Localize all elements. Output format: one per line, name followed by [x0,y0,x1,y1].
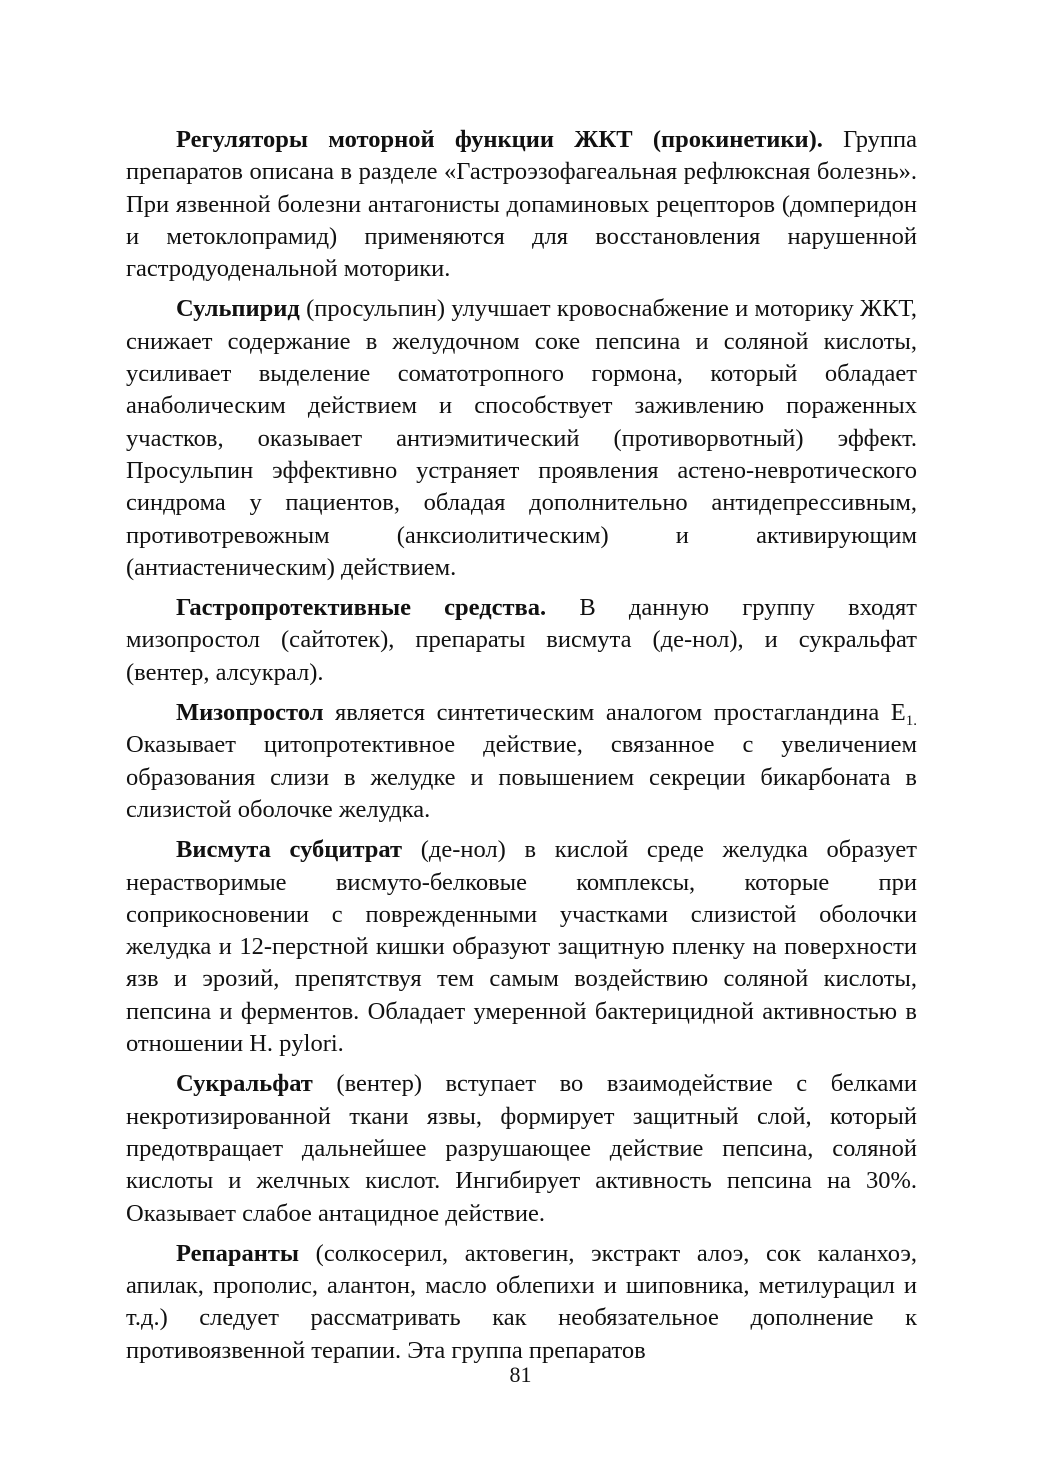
paragraph-text: Группа препаратов описана в разделе «Гастроэзофагеальная рефлюксная болезнь». При язвенной болезни антагонисты допаминовых рецепторов (домперидон и метоклопрамид) применяются для восстановления нарушенной гастродуоденальной моторики. [126,126,917,283]
term-prokinetics: Регуляторы моторной функции ЖКТ (прокинетики). [176,126,823,153]
paragraph-misoprostol [126,697,917,826]
paragraph-text: В данную группу входят мизопростол (сайтотек), препараты висмута (де-нол), и сукральфат (вентер, алсукрал). [126,594,917,686]
paragraph-bismuth [126,834,917,1060]
paragraph-text: (солкосерил, актовегин, экстракт алоэ, сок каланхоэ, апилак, прополис, алантон, масло облепихи и шиповника, метилурацил и т.д.) следует рассматривать как необязательное дополнение к противоязвенной терапии. Эта группа препаратов [126,1239,917,1364]
term-bismuth: Висмута субцитрат [176,836,403,864]
paragraph-prokinetics [126,124,917,285]
paragraph-gastroprotective [126,592,917,689]
term-sulpiride: Сульпирид [176,295,300,323]
paragraph-sulpiride [126,293,917,584]
paragraph-text: Оказывает цитопротективное действие, связанное с увеличением образования слизи в желудке и повышением секреции бикарбоната в слизистой оболочке желудка. [126,731,917,823]
paragraph-text: (просульпин) улучшает кровоснабжение и моторику ЖКТ, снижает содержание в желудочном соке пепсина и соляной кислоты, усиливает выделение соматотропного гормона, который обладает анаболическим действием и способствует заживлению пораженных участков, оказывает антиэмитический (противорвотный) эффект. Просульпин эффективно устраняет проявления астено-невротического синдрома у пациентов, обладая дополнительно антидепрессивным, противотревожным (анксиолитическим) и активирующим (антиастеническим) действием. [126,295,917,581]
paragraph-text: (вентер) вступает во взаимодействие с белками некротизированной ткани язвы, формирует защитный слой, который предотвращает дальнейшее разрушающее действие пепсина, соляной кислоты и желчных кислот. Ингибирует активность пепсина на 30%. Оказывает слабое антацидное действие. [126,1070,917,1227]
term-sucralfate: Сукральфат [176,1070,313,1098]
term-reparants: Репаранты [176,1239,300,1267]
paragraph-sucralfate [126,1068,917,1229]
body-text [126,124,917,1367]
paragraph-text: является синтетическим аналогом простагландина Е [323,699,906,727]
page-number: 81 [509,1362,532,1387]
subscript: 1. [905,713,917,730]
term-gastroprotective: Гастропротективные средства. [176,594,547,622]
paragraph-text: (де-нол) в кислой среде желудка образует нерастворимые висмуто-белковые комплексы, которые при соприкосновении с поврежденными участками слизистой оболочки желудка и 12-перстной кишки образуют защитную пленку на поверхности язв и эрозий, препятствуя тем самым воздействию соляной кислоты, пепсина и ферментов. Обладает умеренной бактерицидной активностью в отношении H. pylori. [126,836,917,1058]
paragraph-reparants [126,1238,917,1367]
term-misoprostol: Мизопростол [176,699,324,727]
